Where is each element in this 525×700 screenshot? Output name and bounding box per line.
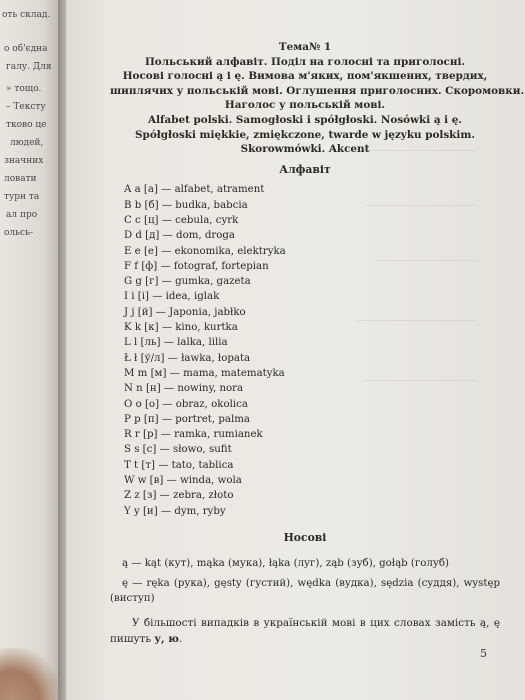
alphabet-row: Ł ł [ў/л] — ławka, łopata [124, 352, 251, 364]
alphabet-row: T t [т] — tato, tablica [124, 459, 234, 471]
alphabet-row: A a [a] — alfabet, atrament [124, 184, 265, 196]
left-page-fragment: значних [4, 156, 44, 166]
left-page-fragment: галу. Для [6, 62, 52, 72]
heading-line: Spółgłoski miękkie, zmiękczone, twarde w języku polskim. [135, 128, 475, 141]
alphabet-row: M m [м] — mama, matematyka [124, 367, 285, 379]
heading-line: шиплячих у польській мові. Оглушення приголосних. Скоромовки. [110, 84, 525, 97]
alphabet-row: F f [ф] — fotograf, fortepian [124, 260, 269, 272]
book-page [66, 0, 525, 700]
alphabet-row: W w [в] — winda, wola [124, 474, 242, 486]
heading-line: Skorowmówki. Akcent [240, 143, 370, 156]
heading-line: Носові голосні ą і ę. Вимова м'яких, пом'якшених, твердих, [122, 70, 488, 83]
lesson-number: Тема№ 1 [278, 41, 332, 53]
left-page-fragment: ал про [6, 210, 38, 220]
alphabet-row: I i [і] — idea, iglak [124, 291, 220, 303]
left-page-fragment: людей, [10, 138, 44, 148]
alphabet-row: Z z [з] — zebra, złoto [124, 490, 234, 502]
alphabet-row: O o [о] — obraz, okolica [124, 398, 248, 410]
left-page-fragment: ольсь- [4, 228, 34, 238]
heading-line: Польський алфавіт. Поділ на голосні та приголосні. [144, 55, 466, 68]
nasal-a-examples: ą — kąt (кут), mąka (мука), łąka (луг), ząb (зуб), gołąb (голуб) [122, 558, 449, 570]
left-page-fragment: – Тексту [6, 102, 46, 112]
alphabet-row: L l [ль] — lalka, lilia [124, 337, 228, 349]
alphabet-title: Алфавіт [279, 162, 331, 176]
heading-line: Alfabet polski. Samogłoski i spółgłoski. Nosówki ą i ę. [148, 113, 462, 126]
alphabet-row: K k [к] — kino, kurtka [124, 322, 238, 334]
nasal-e-examples: ę — ręka (рука), gęsty (густий), wędka (вудка), sędzia (суддя), występ (виступ) [110, 577, 500, 605]
nasals-title: Носові [283, 530, 327, 544]
alphabet-row: S s [с] — słowo, sufit [124, 444, 232, 456]
alphabet-row: D d [д] — dom, droga [124, 230, 235, 242]
alphabet-row: B b [б] — budka, babcia [124, 199, 248, 211]
alphabet-list [124, 182, 500, 519]
left-page-fragment: оть склад. [2, 10, 51, 20]
previous-page [0, 0, 62, 700]
alphabet-row: P p [п] — portret, palma [124, 413, 250, 425]
note-end: . [178, 632, 183, 645]
nasals-note [110, 615, 500, 647]
left-page-fragment: тково це [6, 120, 47, 130]
page-content [110, 40, 525, 647]
left-page-fragment: » тощо. [6, 84, 42, 94]
left-page-fragment: ловати [4, 174, 37, 184]
alphabet-row: R r [р] — ramka, rumianek [124, 429, 263, 441]
left-page-fragment: турн та [4, 192, 40, 202]
alphabet-row: Y y [и] — dym, ryby [124, 505, 226, 517]
thumb [0, 648, 60, 700]
note-text: У більшості випадків в українській мові в цих словах замість ą, ę пишуть [110, 616, 500, 645]
alphabet-row: N n [н] — nowiny, nora [124, 383, 244, 395]
left-page-fragment: о об'єдна [4, 44, 48, 54]
lesson-heading [110, 40, 525, 157]
note-emphasis: у, ю [154, 632, 179, 645]
alphabet-row: G g [г] — gumka, gazeta [124, 276, 251, 288]
page-number: 5 [480, 647, 487, 660]
alphabet-row: C c [ц] — cebula, cyrk [124, 214, 239, 226]
alphabet-row: J j [й] — Japonia, jabłko [124, 306, 246, 318]
heading-line: Наголос у польській мові. [224, 99, 386, 112]
alphabet-row: E e [е] — ekonomika, elektryka [124, 245, 286, 257]
